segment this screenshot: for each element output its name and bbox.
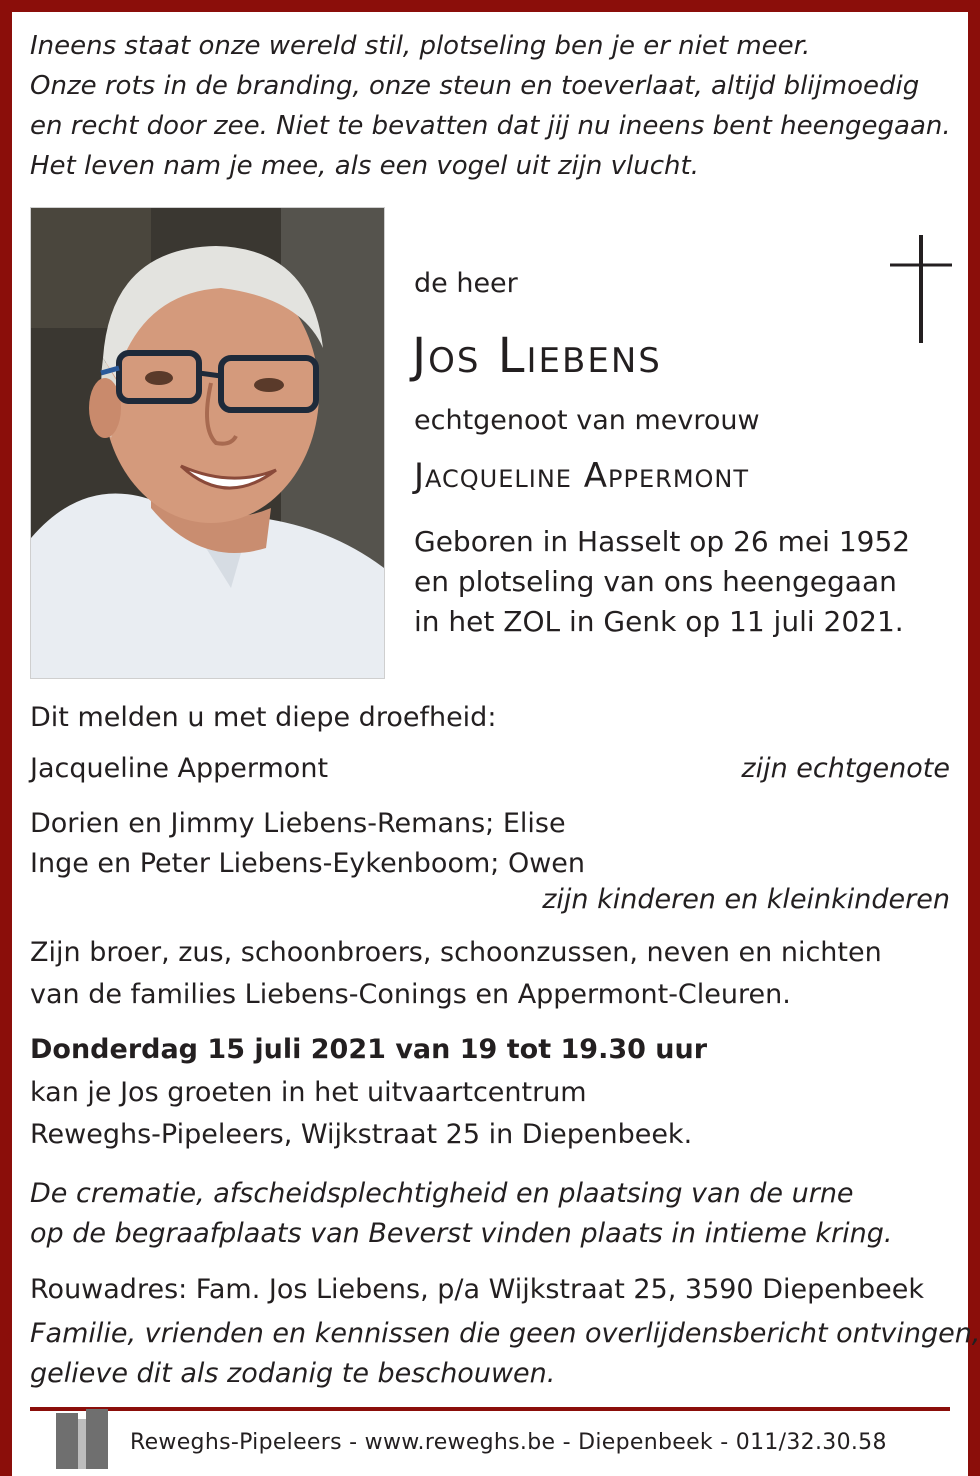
family-line: van de families Liebens-Conings en Appermont-Cleuren. bbox=[30, 979, 791, 1010]
children-line: Inge en Peter Liebens-Eykenboom; Owen bbox=[30, 848, 586, 879]
mourning-address: Rouwadres: Fam. Jos Liebens, p/a Wijkstraat 25, 3590 Diepenbeek bbox=[30, 1274, 924, 1305]
children-line: Dorien en Jimmy Liebens-Remans; Elise bbox=[30, 808, 566, 839]
family-line: Zijn broer, zus, schoonbroers, schoonzussen, neven en nichten bbox=[30, 937, 882, 968]
bio-line: in het ZOL in Genk op 11 juli 2021. bbox=[414, 605, 904, 638]
visitation-line: kan je Jos groeten in het uitvaartcentrum bbox=[30, 1077, 587, 1108]
bio-line: en plotseling van ons heengegaan bbox=[414, 565, 897, 598]
cremation-text bbox=[30, 1174, 892, 1254]
family-text bbox=[30, 932, 882, 1016]
footer-divider bbox=[30, 1407, 950, 1411]
poem-line: Het leven nam je mee, als een vogel uit zijn vlucht. bbox=[30, 151, 699, 181]
children-role: zijn kinderen en kleinkinderen bbox=[542, 884, 950, 915]
visitation-date: Donderdag 15 juli 2021 van 19 tot 19.30 uur bbox=[30, 1034, 708, 1065]
cremation-line: op de begraafplaats van Beverst vinden plaats in intieme kring. bbox=[30, 1218, 893, 1249]
visitation-line: Reweghs-Pipeleers, Wijkstraat 25 in Diepenbeek. bbox=[30, 1119, 693, 1150]
deceased-name: Jos Liebens bbox=[412, 328, 662, 384]
notice-line: gelieve dit als zodanig te beschouwen. bbox=[30, 1358, 556, 1389]
portrait-photo bbox=[30, 207, 385, 679]
visitation-info bbox=[30, 1072, 692, 1156]
relation-label: echtgenoot van mevrouw bbox=[414, 405, 760, 436]
bio bbox=[414, 522, 910, 642]
funeral-home-logo-icon bbox=[56, 1409, 112, 1469]
announcement-spouse: Jacqueline Appermont bbox=[30, 753, 329, 784]
footer-contact: Reweghs-Pipeleers - www.reweghs.be - Diepenbeek - 011/32.30.58 bbox=[130, 1430, 887, 1455]
poem-line: Onze rots in de branding, onze steun en toeverlaat, altijd blijmoedig bbox=[30, 71, 920, 101]
poem-line: en recht door zee. Niet te bevatten dat jij nu ineens bent heengegaan. bbox=[30, 111, 951, 141]
spouse-name: Jacqueline Appermont bbox=[414, 456, 750, 496]
bio-line: Geboren in Hasselt op 26 mei 1952 bbox=[414, 525, 911, 558]
children-list bbox=[30, 804, 585, 884]
announcement-intro: Dit melden u met diepe droefheid: bbox=[30, 702, 497, 733]
notice-line: Familie, vrienden en kennissen die geen overlijdensbericht ontvingen, bbox=[30, 1318, 980, 1349]
announcement-spouse-role: zijn echtgenote bbox=[741, 753, 950, 784]
poem bbox=[30, 26, 951, 186]
poem-line: Ineens staat onze wereld stil, plotseling ben je er niet meer. bbox=[30, 31, 811, 61]
cross-icon bbox=[890, 235, 952, 343]
honorific: de heer bbox=[414, 268, 518, 299]
cremation-line: De crematie, afscheidsplechtigheid en plaatsing van de urne bbox=[30, 1178, 854, 1209]
notice-text bbox=[30, 1314, 980, 1394]
